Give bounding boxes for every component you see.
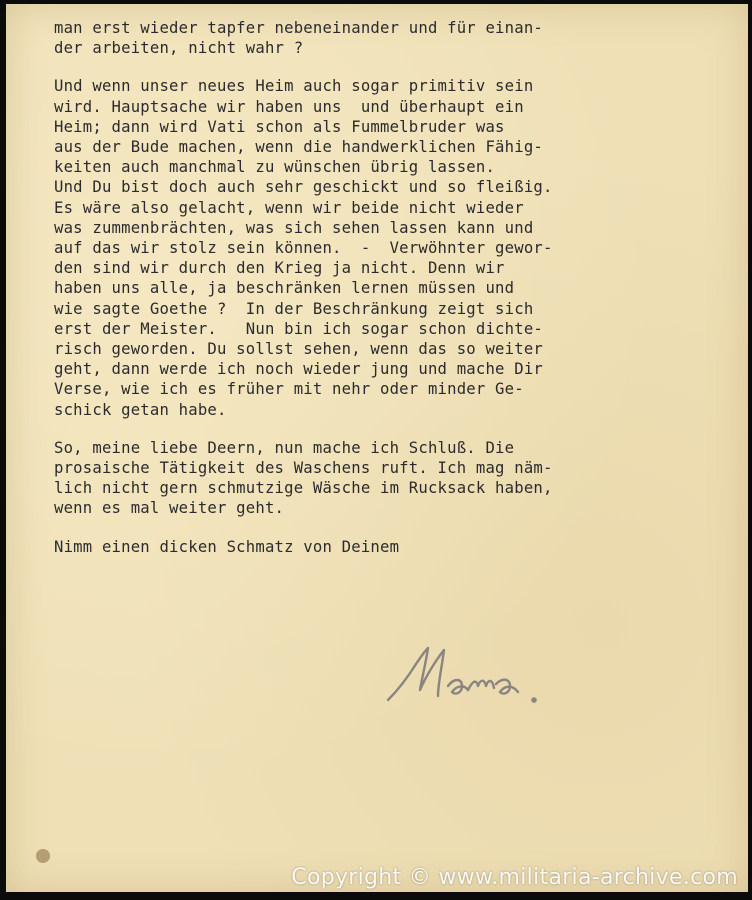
text-line: erst der Meister. Nun bin ich sogar schon dichte- [54, 319, 543, 338]
text-line: Verse, wie ich es früher mit nehr oder minder Ge- [54, 380, 524, 399]
text-line: keiten auch manchmal zu wünschen übrig lassen. [54, 158, 496, 177]
text-line: geht, dann werde ich noch wieder jung und mache Dir [54, 360, 543, 379]
text-line: So, meine liebe Deern, nun mache ich Schluß. Die [54, 438, 515, 457]
copyright-watermark: Copyright © www.militaria-archive.com [291, 865, 738, 890]
paragraph-1 [54, 18, 744, 58]
text-line: man erst wieder tapfer nebeneinander und für einan- [54, 19, 543, 37]
text-line: Und wenn unser neues Heim auch sogar primitiv sein [54, 77, 534, 96]
closing-line: Nimm einen dicken Schmatz von Deinem [54, 537, 400, 556]
text-line: wird. Hauptsache wir haben uns und überhaupt ein [54, 97, 524, 116]
text-line: wenn es mal weiter geht. [54, 499, 285, 518]
text-line: lich nicht gern schmutzige Wäsche im Rucksack haben, [54, 479, 553, 498]
text-line: auf das wir stolz sein können. - Verwöhnter gewor- [54, 239, 553, 258]
text-line: prosaische Tätigkeit des Waschens ruft. Ich mag näm- [54, 459, 553, 478]
text-line: den sind wir durch den Krieg ja nicht. Denn wir [54, 259, 505, 278]
text-line: was zummenbrächten, was sich sehen lassen kann und [54, 218, 534, 237]
letter-page [6, 4, 748, 892]
text-line: Und Du bist doch auch sehr geschickt und so fleißig. [54, 178, 553, 197]
text-line: Es wäre also gelacht, wenn wir beide nicht wieder [54, 198, 524, 217]
text-line: aus der Bude machen, wenn die handwerklichen Fähig- [54, 138, 543, 157]
paper-stain [36, 849, 50, 863]
text-line: haben uns alle, ja beschränken lernen müssen und [54, 279, 515, 298]
paragraph-3 [54, 438, 744, 519]
handwritten-signature [382, 634, 572, 724]
letter-body [54, 18, 744, 557]
text-line: risch geworden. Du sollst sehen, wenn das so weiter [54, 340, 543, 359]
text-line: Heim; dann wird Vati schon als Fummelbruder was [54, 117, 505, 136]
text-line: schick getan habe. [54, 400, 227, 419]
text-line: wie sagte Goethe ? In der Beschränkung zeigt sich [54, 299, 534, 318]
text-line: der arbeiten, nicht wahr ? [54, 39, 304, 58]
paragraph-2 [54, 76, 744, 419]
